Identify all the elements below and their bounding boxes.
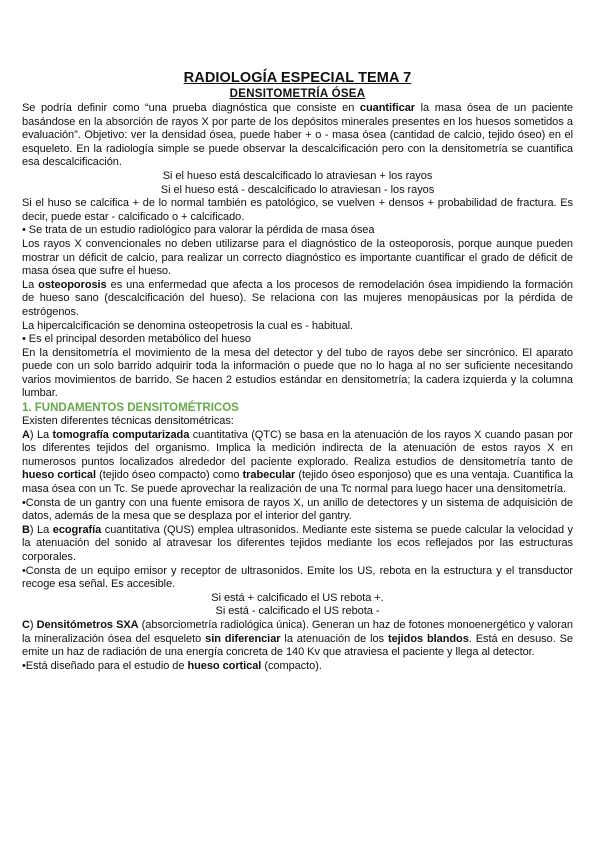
document-title: RADIOLOGÍA ESPECIAL TEMA 7	[183, 70, 412, 86]
paragraph-technique-a: A) La tomografía computarizada cuantitativa (QTC) se basa en la atenuación de los rayos X cuando pasan por los diferentes tejidos del organismo. Implica la medición indirecta de la atenuación de estos rayos X en numerosos puntos localizados alrededor del paciente explorado. Realiza estudios de densitometría tanto de hueso cortical (tejido óseo compacto) como trabecular (tejido óseo esponjoso) que es una ventaja. Cuantifica la masa ósea con un Tc. Se puede aprovechar la realización de una Tc normal para luego hacer una densitometría.	[22, 428, 573, 496]
section-heading: 1. FUNDAMENTOS DENSITOMÉTRICOS	[22, 402, 239, 415]
bullet-item: •Consta de un equipo emisor y receptor de ultrasonidos. Emite los US, rebota en la estructura y el transductor recoge esa señal. Es accesible.	[22, 564, 573, 591]
bold-term: tomografía computarizada	[52, 428, 190, 441]
centered-note: Si está - calcificado el US rebota -	[215, 605, 380, 618]
paragraph: Existen diferentes técnicas densitométricas:	[22, 415, 234, 428]
bullet-item: • Se trata de un estudio radiológico para valorar la pérdida de masa ósea	[22, 224, 375, 237]
paragraph-definition: Se podría definir como “una prueba diagnóstica que consiste en cuantificar la masa ósea de un paciente basándose en la absorción de rayos X por parte de los depósitos minerales presentes en los huesos sometidos a evaluación”. Objetivo: ver la densidad ósea, puede haber + o - masa ósea (cantidad de calcio, tejido óseo) en el esqueleto. En la radiología simple se puede observar la descalcificación pero con la densitometría se cuantifica esa descalcificación.	[22, 102, 574, 169]
paragraph-technique-b: B) La ecografía cuantitativa (QUS) emplea ultrasonidos. Mediante este sistema se puede calcular la velocidad y la atenuación del sonido al atravesar los diferentes tejidos mediante los ecos reflejados por las estructuras corporales.	[22, 523, 574, 563]
bold-term: hueso cortical	[22, 469, 97, 482]
document-page	[22, 70, 573, 673]
bullet-item: • Es el principal desorden metabólico del hueso	[22, 333, 251, 346]
paragraph: Si el huso se calcifica + de lo normal también es patológico, se vuelven + densos + probabilidad de fractura. Es decir, puede estar - calcificado o + calcificado.	[22, 197, 573, 223]
paragraph: Los rayos X convencionales no deben utilizarse para el diagnóstico de la osteoporosis, porque aunque pueden mostrar un déficit de calcio, para realizar un correcto diagnóstico es importante cuantificar el grado de déficit de masa ósea que sufre el hueso.	[22, 237, 573, 278]
bold-term: trabecular	[242, 469, 296, 482]
paragraph-osteoporosis: La osteoporosis es una enfermedad que afecta a los procesos de remodelación ósea impidiendo la formación de hueso sano (descalcificación del hueso). Se relaciona con las mujeres menopáusicas por la pérdida de estrógenos.	[22, 278, 573, 318]
bold-term: ecografía	[52, 523, 102, 536]
bold-term: osteoporosis	[38, 278, 107, 291]
bullet-item: •Consta de un gantry con una fuente emisora de rayos X, un anillo de detectores y un sistema de adquisición de datos, además de la mesa que se desplaza por el interior del gantry.	[22, 496, 573, 523]
bold-term: cuantificar	[359, 102, 416, 114]
bold-term: tejidos blandos	[387, 632, 469, 645]
centered-note: Si el hueso está - descalcificado lo atraviesan - los rayos	[160, 183, 435, 196]
bold-term: hueso cortical	[187, 659, 262, 672]
document-subtitle: DENSITOMETRÍA ÓSEA	[229, 88, 366, 100]
paragraph-technique-c: C) Densitómetros SXA (absorciometría radiológica única). Generan un haz de fotones monoenergético y valoran la mineralización ósea del esqueleto sin diferenciar la atenuación de los tejidos blandos. Está en desuso. Se emite un haz de radiación de una energía concreta de 140 Kv que atraviesa el paciente y llega al detector.	[22, 618, 574, 659]
bullet-item: •Está diseñado para el estudio de hueso cortical (compacto).	[22, 659, 322, 672]
centered-note: Si está + calcificado el US rebota +.	[211, 591, 384, 604]
paragraph: En la densitometría el movimiento de la mesa del detector y del tubo de rayos debe ser sincrónico. El aparato puede con un solo barrido adquirir toda la información o puede que no lo haga al no ser suficiente necesitando varios movimientos de barrido. Se hacen 2 estudios estándar en densitometría; la cadera izquierda y la columna lumbar.	[22, 346, 573, 400]
bold-term: Densitómetros SXA	[36, 618, 139, 631]
centered-note: Si el hueso está descalcificado lo atraviesan + los rayos	[162, 169, 433, 182]
paragraph: La hipercalcificación se denomina osteopetrosis la cual es - habitual.	[22, 319, 353, 332]
bold-term: sin diferenciar	[205, 632, 281, 645]
